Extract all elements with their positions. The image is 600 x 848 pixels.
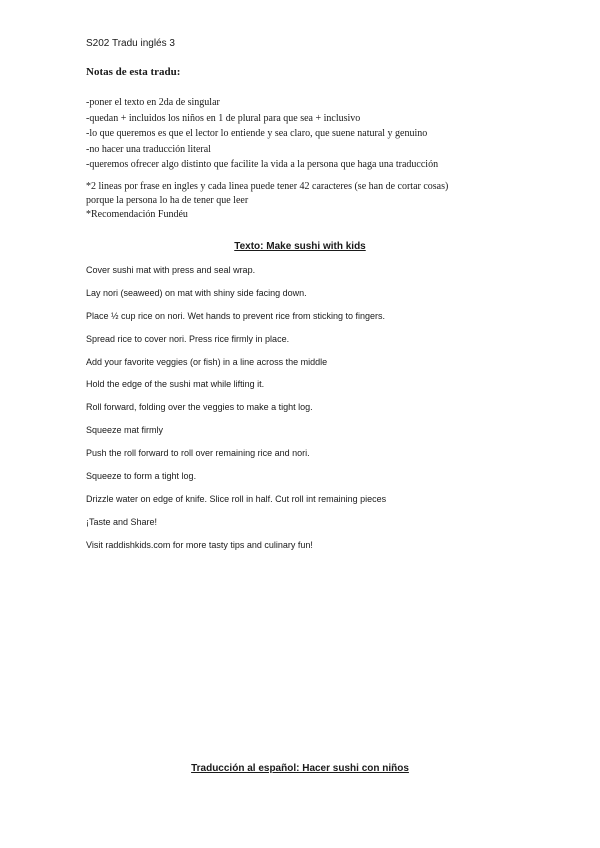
recipe-step: Squeeze mat firmly bbox=[86, 425, 164, 436]
recipe-step: Push the roll forward to roll over remaining rice and nori. bbox=[86, 448, 310, 459]
recipe-step: Squeeze to form a tight log. bbox=[86, 471, 197, 482]
note-item: -poner el texto en 2da de singular bbox=[86, 97, 220, 108]
notes-heading: Notas de esta tradu: bbox=[86, 66, 181, 78]
recipe-step: Lay nori (seaweed) on mat with shiny side facing down. bbox=[86, 287, 307, 298]
extra-note-line: *2 lineas por frase en ingles y cada linea puede tener 42 caracteres (se han de cortar cosas) bbox=[86, 181, 449, 192]
recipe-step: Hold the edge of the sushi mat while lifting it. bbox=[86, 379, 265, 390]
recipe-step: Cover sushi mat with press and seal wrap. bbox=[86, 265, 256, 275]
note-item: -queremos ofrecer algo distinto que facilite la vida a la persona que haga una traducción bbox=[86, 159, 439, 170]
extra-note-line: porque la persona lo ha de tener que leer bbox=[86, 195, 249, 206]
recipe-step: Roll forward, folding over the veggies to make a tight log. bbox=[86, 402, 313, 413]
extra-note-line: *Recomendación Fundéu bbox=[86, 209, 188, 220]
notes-list bbox=[86, 95, 438, 173]
note-item: -quedan + incluidos los niños en 1 de plural para que sea + inclusivo bbox=[86, 112, 361, 124]
recipe-step: ¡Taste and Share! bbox=[86, 516, 158, 527]
note-item: -lo que queremos es que el lector lo entiende y sea claro, que suene natural y genuino bbox=[86, 128, 428, 139]
translation-heading: Traducción al español: Hacer sushi con niños bbox=[191, 763, 409, 774]
text-section-heading: Texto: Make sushi with kids bbox=[234, 241, 366, 252]
document-header: S202 Tradu inglés 3 bbox=[86, 38, 175, 49]
extra-notes bbox=[86, 180, 448, 222]
recipe-step: Add your favorite veggies (or fish) in a line across the middle bbox=[86, 356, 328, 367]
recipe-step: Place ½ cup rice on nori. Wet hands to prevent rice from sticking to fingers. bbox=[86, 310, 385, 321]
recipe-steps-list bbox=[86, 265, 386, 563]
note-item: -no hacer una traducción literal bbox=[86, 143, 211, 155]
recipe-step: Spread rice to cover nori. Press rice firmly in place. bbox=[86, 333, 290, 344]
recipe-step: Drizzle water on edge of knife. Slice roll in half. Cut roll int remaining pieces bbox=[86, 493, 387, 504]
recipe-step: Visit raddishkids.com for more tasty tips and culinary fun! bbox=[86, 539, 313, 550]
